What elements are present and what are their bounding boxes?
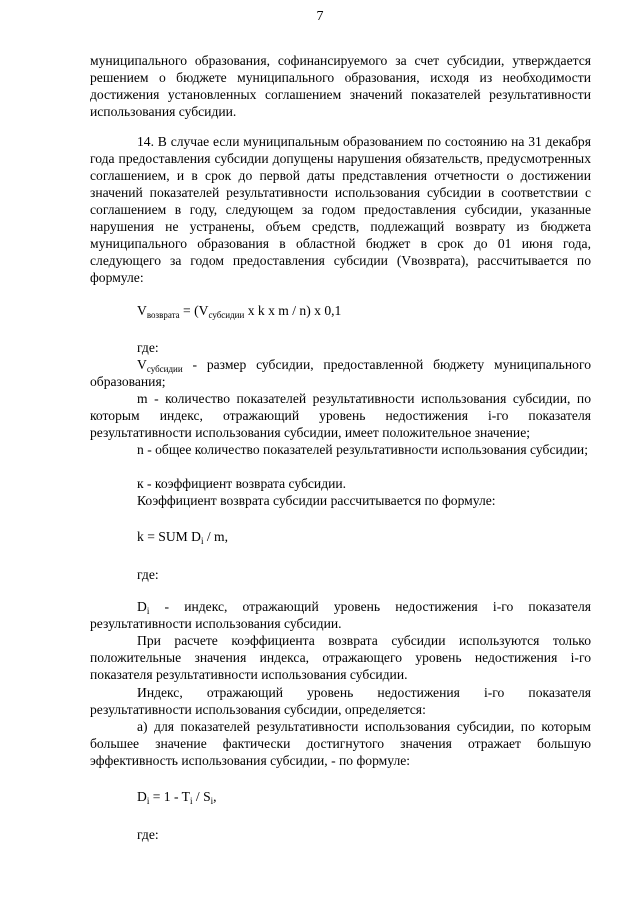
formula-k-pre: k = SUM D xyxy=(137,529,201,544)
where-label-2: где: xyxy=(137,567,159,582)
def-v-text: - размер субсидии, предоставленной бюджету муниципального образования; xyxy=(90,357,591,389)
formula-di-end: , xyxy=(213,789,217,804)
paragraph-positive-values xyxy=(90,632,591,683)
def-v-subscript: субсидии xyxy=(146,364,183,374)
paragraph-text: При расчете коэффициента возврата субсидии используются только положительные значения индекса, отражающего уровень недостижения i-го показателя результативности использования субсидии. xyxy=(90,633,591,682)
definition-di xyxy=(90,598,591,632)
paragraph-a xyxy=(90,718,591,769)
k-intro-text: Коэффициент возврата субсидии рассчитывается по формуле: xyxy=(137,493,496,508)
def-v-symbol: V xyxy=(137,357,147,372)
paragraph-index xyxy=(90,684,591,718)
formula-eq: = (V xyxy=(179,303,209,318)
formula-k-post: / m, xyxy=(203,529,229,544)
paragraph-text: а) для показателей результативности использования субсидии, по которым большее значение фактически достигнутого значения отражает большую эффективность использования субсидии, - по формуле: xyxy=(90,719,591,768)
formula-di-d: D xyxy=(137,789,147,804)
definition-k xyxy=(90,475,591,492)
formula-v: V xyxy=(137,303,147,318)
formula-di-slash: / S xyxy=(192,789,211,804)
paragraph-continuation xyxy=(90,52,591,120)
where-label-1: где: xyxy=(137,340,159,355)
def-di-subscript: i xyxy=(146,606,150,616)
paragraph-text: 14. В случае если муниципальным образованием по состоянию на 31 декабря года предоставления субсидии допущены нарушения обязательств, предусмотренных соглашением, и в срок до первой даты представления отчетности о достижении значений показателей результативности использования субсидии в соответствии с соглашением в году, следующем за годом предоставления субсидии, указанные нарушения не устранены, объем средств, подлежащий возврату из бюджета муниципального образования в областной бюджет в срок до 01 июня года, следующего за годом предоставления субсидии (Vвозврата), рассчитывается по формуле: xyxy=(90,134,591,285)
formula-di xyxy=(137,788,217,805)
formula-di-d-subscript: i xyxy=(146,796,150,806)
formula-v2-subscript: субсидии xyxy=(208,310,245,320)
formula-return-amount xyxy=(137,302,341,319)
k-intro xyxy=(90,492,591,509)
def-di-text: - индекс, отражающий уровень недостижения i-го показателя результативности использования субсидии. xyxy=(90,599,591,631)
definition-m xyxy=(90,390,591,441)
formula-k xyxy=(137,528,228,545)
definition-n xyxy=(90,441,591,458)
definition-v-subsidy xyxy=(90,356,591,390)
paragraph-text: муниципального образования, софинансируемого за счет субсидии, утверждается решением о бюджете муниципального образования, исходя из необходимости достижения установленных соглашением значений показателей результативности использования субсидии. xyxy=(90,53,591,119)
def-m-text: m - количество показателей результативности использования субсидии, по которым индекс, отражающий уровень недостижения i-го показателя результативности использования субсидии, имеет положительное значение; xyxy=(90,391,591,440)
formula-rest: x k x m / n) x 0,1 xyxy=(244,303,342,318)
formula-k-subscript: i xyxy=(200,536,204,546)
def-k-text: к - коэффициент возврата субсидии. xyxy=(137,476,347,491)
page-number: 7 xyxy=(316,9,324,24)
def-di-symbol: D xyxy=(137,599,147,614)
formula-di-s-subscript: i xyxy=(210,796,214,806)
formula-di-mid: = 1 - T xyxy=(149,789,190,804)
paragraph-14 xyxy=(90,133,591,286)
paragraph-text: Индекс, отражающий уровень недостижения i-го показателя результативности использования субсидии, определяется: xyxy=(90,685,591,717)
formula-v-subscript: возврата xyxy=(146,310,180,320)
where-label-3: где: xyxy=(137,827,159,842)
def-n-text: n - общее количество показателей результативности использования субсидии; xyxy=(137,442,588,457)
formula-di-t-subscript: i xyxy=(190,796,193,806)
